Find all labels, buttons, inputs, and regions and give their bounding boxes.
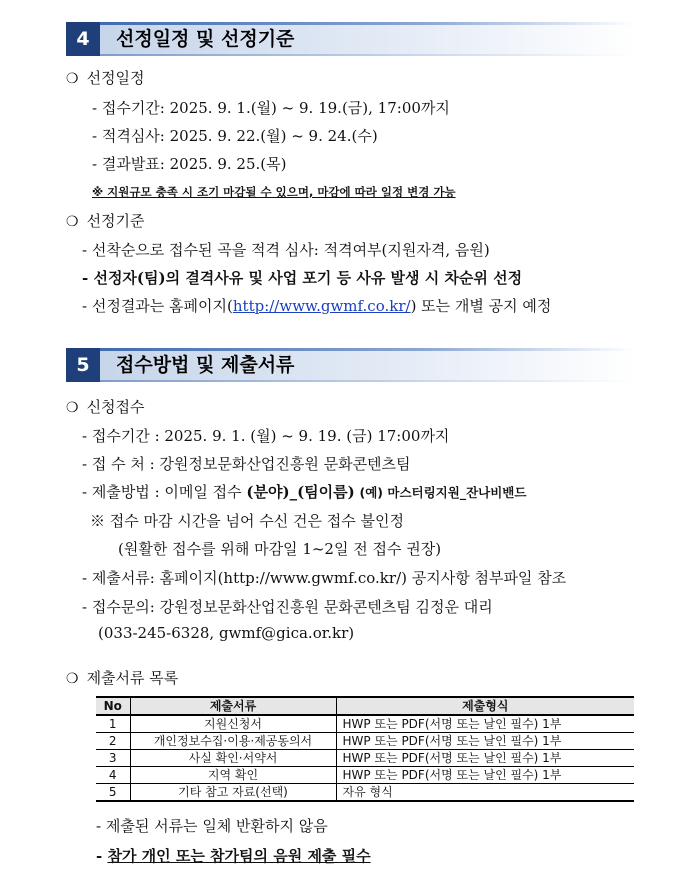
method-example: (예) 마스터링지원_잔나비밴드 <box>359 485 527 500</box>
method-filename-format: (분야)_(팀이름) <box>246 483 355 501</box>
schedule-item: - 적격심사: 2025. 9. 22.(월) ~ 9. 24.(수) <box>92 127 378 145</box>
cell-document: 개인정보수집·이용·제공동의서 <box>130 733 336 750</box>
footer-required-text: 참가 개인 또는 참가팀의 음원 제출 필수 <box>107 847 371 865</box>
criteria-heading-row <box>66 210 145 231</box>
submission-documents-table <box>96 696 634 802</box>
open-circle-bullet-icon: ❍ <box>66 671 79 687</box>
column-header-document: 제출서류 <box>130 697 336 715</box>
criteria-heading: 선정기준 <box>86 212 145 230</box>
doc-list-heading-row <box>66 667 178 688</box>
cell-no: 1 <box>96 715 130 733</box>
schedule-item: - 접수기간: 2025. 9. 1.(월) ~ 9. 19.(금), 17:00까지 <box>92 99 450 117</box>
table-row <box>96 784 634 802</box>
cell-document: 기타 참고 자료(선택) <box>130 784 336 802</box>
cell-no: 2 <box>96 733 130 750</box>
table-row <box>96 767 634 784</box>
cell-format: 자유 형식 <box>336 784 634 802</box>
table-row <box>96 733 634 750</box>
cell-no: 5 <box>96 784 130 802</box>
open-circle-bullet-icon: ❍ <box>66 400 79 416</box>
criteria-item <box>82 295 551 316</box>
section-5-header <box>66 348 636 382</box>
application-notice: ※ 접수 마감 시간을 넘어 수신 건은 접수 불인정 <box>90 512 404 530</box>
schedule-heading: 선정일정 <box>86 69 145 87</box>
footer-note-required <box>96 845 371 866</box>
cell-no: 3 <box>96 750 130 767</box>
cell-document: 사실 확인·서약서 <box>130 750 336 767</box>
table-header-row <box>96 697 634 715</box>
open-circle-bullet-icon: ❍ <box>66 214 79 230</box>
doc-list-heading: 제출서류 목록 <box>86 669 179 687</box>
schedule-heading-row <box>66 67 145 88</box>
criteria-item-bold: - 선정자(팀)의 결격사유 및 사업 포기 등 사유 발생 시 차순위 선정 <box>82 269 523 287</box>
footer-note-return: - 제출된 서류는 일체 반환하지 않음 <box>96 817 328 835</box>
criteria-item3-prefix: - 선정결과는 홈페이지( <box>82 297 233 315</box>
cell-format: HWP 또는 PDF(서명 또는 날인 필수) 1부 <box>336 750 634 767</box>
footer-dash: - <box>96 847 108 865</box>
section-5-number: 5 <box>66 348 100 382</box>
cell-document: 지원신청서 <box>130 715 336 733</box>
cell-format: HWP 또는 PDF(서명 또는 날인 필수) 1부 <box>336 767 634 784</box>
cell-format: HWP 또는 PDF(서명 또는 날인 필수) 1부 <box>336 715 634 733</box>
table-row <box>96 715 634 733</box>
schedule-note: ※ 지원규모 충족 시 조기 마감될 수 있으며, 마감에 따라 일정 변경 가능 <box>92 185 456 199</box>
criteria-item: - 선착순으로 접수된 곡을 적격 심사: 적격여부(지원자격, 음원) <box>82 241 490 259</box>
application-method <box>82 481 526 502</box>
section-4-title: 선정일정 및 선정기준 <box>116 28 295 50</box>
application-documents: - 제출서류: 홈페이지(http://www.gwmf.co.kr/) 공지사항 첨부파일 참조 <box>82 569 567 587</box>
section-5-title: 접수방법 및 제출서류 <box>116 354 295 376</box>
table-row <box>96 750 634 767</box>
application-heading: 신청접수 <box>86 398 145 416</box>
application-heading-row <box>66 396 145 417</box>
method-prefix: - 제출방법 : 이메일 접수 <box>82 483 242 501</box>
section-4-header <box>66 22 636 56</box>
cell-no: 4 <box>96 767 130 784</box>
application-inquiry: - 접수문의: 강원정보문화산업진흥원 문화콘텐츠팀 김정운 대리 <box>82 598 493 616</box>
cell-format: HWP 또는 PDF(서명 또는 날인 필수) 1부 <box>336 733 634 750</box>
open-circle-bullet-icon: ❍ <box>66 71 79 87</box>
column-header-no: No <box>96 697 130 715</box>
application-contact: (033-245-6328, gwmf@gica.or.kr) <box>98 624 355 642</box>
cell-document: 지역 확인 <box>130 767 336 784</box>
column-header-format: 제출형식 <box>336 697 634 715</box>
section-4-number: 4 <box>66 22 100 56</box>
criteria-item3-suffix: ) 또는 개별 공지 예정 <box>410 297 552 315</box>
schedule-item: - 결과발표: 2025. 9. 25.(목) <box>92 155 287 173</box>
section-4-title-bar <box>100 22 636 56</box>
application-notice-sub: (원활한 접수를 위해 마감일 1~2일 전 접수 권장) <box>118 540 442 558</box>
application-office: - 접 수 처 : 강원정보문화산업진흥원 문화콘텐츠팀 <box>82 455 411 473</box>
application-period: - 접수기간 : 2025. 9. 1. (월) ~ 9. 19. (금) 17:00까지 <box>82 427 450 445</box>
section-5-title-bar <box>100 348 636 382</box>
homepage-link[interactable]: http://www.gwmf.co.kr/ <box>232 297 411 315</box>
